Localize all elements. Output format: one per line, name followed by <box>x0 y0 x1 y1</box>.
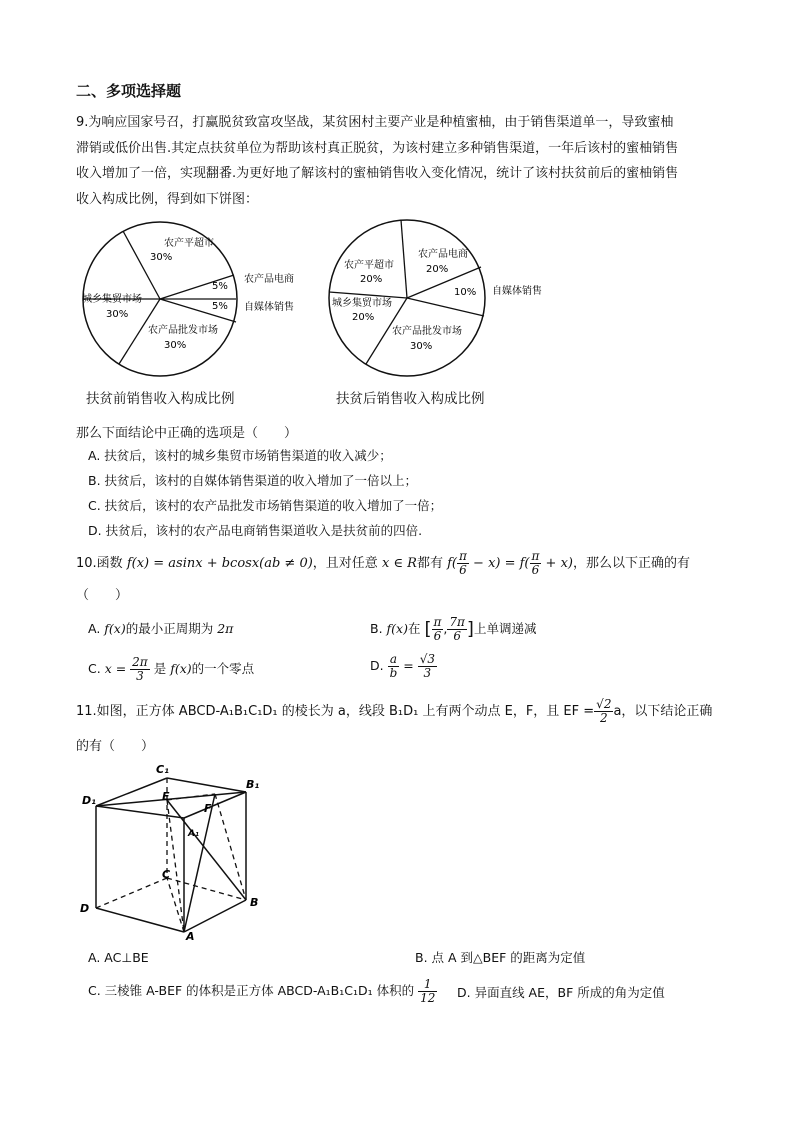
frac-num: a <box>388 653 400 667</box>
frac-den: 12 <box>420 991 436 1005</box>
math: 2π <box>217 621 234 636</box>
frac-num: 7π <box>449 615 465 629</box>
pie-label: 城乡集贸市场 <box>82 294 142 305</box>
math: x = <box>104 661 127 676</box>
q10-mid: ，且对任意 <box>312 556 378 571</box>
opt-text: 的一个零点 <box>191 661 255 676</box>
math: f(x) <box>104 621 126 636</box>
q10-func: f(x) = asinx + bcosx(ab ≠ 0) <box>126 556 313 571</box>
pie-label: 农产品批发市场 <box>148 325 218 336</box>
pie-pct: 20% <box>360 274 383 285</box>
frac <box>388 653 400 680</box>
frac-num: π <box>459 549 467 563</box>
q9-option-c: C. 扶贫后，该村的农产品批发市场销售渠道的收入增加了一倍； <box>88 498 443 513</box>
pie-label: 农产品批发市场 <box>392 326 462 337</box>
q9-line: 滞销或低价出售.其定点扶贫单位为帮助该村真正脱贫，为该村建立多种销售渠道，一年后该村的蜜柚销售 <box>76 140 679 156</box>
pie-label: 自媒体销售 <box>244 302 294 313</box>
math: f(x) <box>386 621 408 636</box>
q11-line2: 的有（ ） <box>76 739 155 754</box>
frac-den: 3 <box>423 666 432 680</box>
section-title: 二、多项选择题 <box>76 82 182 100</box>
label-E: E <box>162 790 170 803</box>
q10-mid2: 都有 <box>416 556 443 571</box>
frac-den: b <box>389 666 398 680</box>
q9-option-a: A. 扶贫后，该村的城乡集贸市场销售渠道的收入减少； <box>88 448 392 463</box>
frac-num: √3 <box>419 652 436 666</box>
frac <box>594 698 613 725</box>
pie-pct: 5% <box>212 301 228 312</box>
q11-text: a，以下结论正确 <box>613 704 713 719</box>
label-A: A <box>186 930 195 943</box>
frac <box>418 653 437 680</box>
q9-option-d: D. 扶贫后，该村的农产品电商销售渠道收入是扶贫前的四倍. <box>88 523 423 538</box>
q10-cond1: x ∈ R <box>381 556 417 571</box>
pie-pct: 30% <box>410 341 433 352</box>
frac-den: 6 <box>433 629 442 643</box>
opt-text: 在 <box>407 621 421 636</box>
pie-pct: 20% <box>352 312 375 323</box>
frac-num: π <box>531 549 540 563</box>
frac <box>432 616 444 643</box>
frac-den: 2 <box>599 711 608 725</box>
q11-text: 11.如图，正方体 ABCD-A₁B₁C₁D₁ 的棱长为 a，线段 B₁D₁ 上有两个动点 E，F，且 EF <box>76 704 580 719</box>
pie-pct: 30% <box>150 252 173 263</box>
q10-stem <box>76 550 726 577</box>
opt-text: C. 三棱锥 A-BEF 的体积是正方体 ABCD-A₁B₁C₁D₁ 体积的 <box>88 983 415 998</box>
q9-line: 收入增加了一倍，实现翻番.为更好地了解该村的蜜柚销售收入变化情况，统计了该村扶贫前后的蜜柚销售 <box>76 166 679 182</box>
frac <box>418 978 437 1005</box>
frac-den: 6 <box>459 563 467 577</box>
opt-text: 上单调递减 <box>473 621 537 636</box>
q10-cond2c: + x) <box>541 556 573 571</box>
label-C: C <box>162 868 171 881</box>
pie-pct: 5% <box>212 281 228 292</box>
q10-paren: （ ） <box>76 588 129 603</box>
opt-letter: D. <box>370 658 384 673</box>
q10-option-b: B. f(x)在 [ $\frac{\pi}{6}$ , $\frac{7\pi}{6}$ ]上单调递减 <box>370 615 537 643</box>
pie-label: 农产平超市 <box>344 260 394 271</box>
q10-frac <box>530 550 542 577</box>
pie-pct: 20% <box>426 264 449 275</box>
pie-pct: 30% <box>106 309 129 320</box>
pie-pct: 10% <box>454 287 477 298</box>
label-A1: A₁ <box>188 829 199 839</box>
cube-figure <box>76 760 276 945</box>
q10-option-d <box>370 653 437 680</box>
q11-option-d: D. 异面直线 AE，BF 所成的角为定值 <box>457 985 665 1000</box>
q11-eq: = <box>583 704 595 719</box>
opt-letter: B. <box>370 621 383 636</box>
q10-option-c <box>88 656 254 683</box>
opt-text: 是 <box>153 661 167 676</box>
opt-letter: A. <box>88 621 101 636</box>
q9-stem: 那么下面结论中正确的选项是（ ） <box>76 426 298 441</box>
math: f(x) <box>170 661 192 676</box>
pie-pct: 30% <box>164 340 187 351</box>
q10-option-a <box>88 620 233 638</box>
q10-prefix: 10.函数 <box>76 556 123 571</box>
pie-label: 农产平超市 <box>164 238 214 249</box>
q11-option-a: A. AC⊥BE <box>88 950 149 965</box>
opt-text: 的最小正周期为 <box>125 621 214 636</box>
q9-line: 收入构成比例，得到如下饼图： <box>76 191 259 207</box>
pie-label: 城乡集贸市场 <box>332 298 392 309</box>
q9-text <box>76 110 716 212</box>
frac-num: π <box>433 615 442 629</box>
frac-den: 6 <box>531 563 540 577</box>
q10-cond2a: f( <box>447 556 458 571</box>
opt-text: = <box>403 658 414 673</box>
q10-cond2b: − x) = f( <box>468 556 530 571</box>
q10-frac <box>457 550 469 577</box>
q9-option-b: B. 扶贫后，该村的自媒体销售渠道的收入增加了一倍以上； <box>88 473 418 488</box>
q11-option-c <box>88 978 437 1005</box>
label-B: B <box>250 896 259 909</box>
pie-label: 农产品电商 <box>244 274 294 285</box>
pie-after <box>326 212 566 382</box>
pie-before-caption: 扶贫前销售收入构成比例 <box>86 391 235 407</box>
label-C1: C₁ <box>156 763 169 776</box>
q9-line: 9.为响应国家号召，打赢脱贫致富攻坚战，某贫困村主要产业是种植蜜柚，由于销售渠道单一，导致蜜柚 <box>76 115 674 130</box>
label-F: F <box>204 802 212 815</box>
q11-option-b: B. 点 A 到△BEF 的距离为定值 <box>415 950 586 965</box>
opt-letter: C. <box>88 661 101 676</box>
label-D: D <box>80 902 90 915</box>
q11-line1 <box>76 698 712 725</box>
frac <box>447 616 467 643</box>
frac-num: √2 <box>596 697 612 711</box>
pie-label: 农产品电商 <box>418 249 468 260</box>
pie-label: 自媒体销售 <box>492 286 542 297</box>
frac <box>130 656 150 683</box>
frac-den: 6 <box>453 629 461 643</box>
label-B1: B₁ <box>246 778 260 791</box>
pie-before <box>76 218 316 378</box>
frac-num: 1 <box>418 978 437 992</box>
frac-num: 2π <box>132 655 148 669</box>
pie-after-caption: 扶贫后销售收入构成比例 <box>336 391 485 407</box>
q10-suffix: ，那么以下正确的有 <box>572 556 690 571</box>
frac-den: 3 <box>136 669 144 683</box>
label-D1: D₁ <box>82 794 96 807</box>
